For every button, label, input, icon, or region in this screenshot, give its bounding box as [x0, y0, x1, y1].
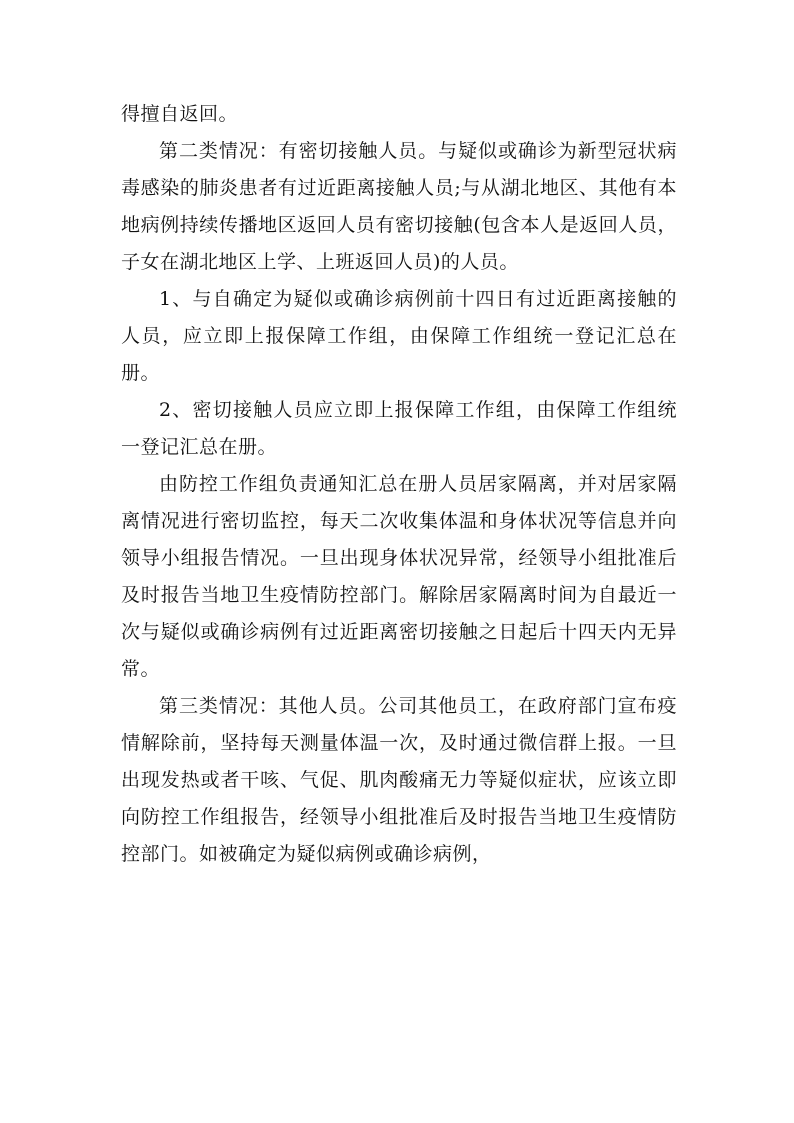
paragraph-home-isolation: 由防控工作组负责通知汇总在册人员居家隔离，并对居家隔离情况进行密切监控，每天二次收集体温和身体状况等信息并向领导小组报告情况。一旦出现身体状况异常，经领导小组批准后及时报告当地卫生疫情防控部门。解除居家隔离时间为自最近一次与疑似或确诊病例有过近距离密切接触之日起后十四天内无异常。 [121, 473, 677, 680]
paragraph-category-two: 第二类情况：有密切接触人员。与疑似或确诊为新型冠状病毒感染的肺炎患者有过近距离接触人员;与从湖北地区、其他有本地病例持续传播地区返回人员有密切接触(包含本人是返回人员，子女在湖北地区上学、上班返回人员)的人员。 [121, 140, 677, 273]
paragraph-continuation: 得擅自返回。 [121, 103, 239, 125]
paragraph-category-three: 第三类情况：其他人员。公司其他员工，在政府部门宣布疫情解除前，坚持每天测量体温一次，及时通过微信群上报。一旦出现发热或者干咳、气促、肌肉酸痛无力等疑似症状，应该立即向防控工作组报告，经领导小组批准后及时报告当地卫生疫情防控部门。如被确定为疑似病例或确诊病例， [121, 695, 677, 865]
paragraph-item-two: 2、密切接触人员应立即上报保障工作组，由保障工作组统一登记汇总在册。 [121, 399, 677, 458]
document-body [121, 96, 677, 873]
paragraph-item-one: 1、与自确定为疑似或确诊病例前十四日有过近距离接触的人员，应立即上报保障工作组，由保障工作组统一登记汇总在册。 [121, 288, 677, 384]
